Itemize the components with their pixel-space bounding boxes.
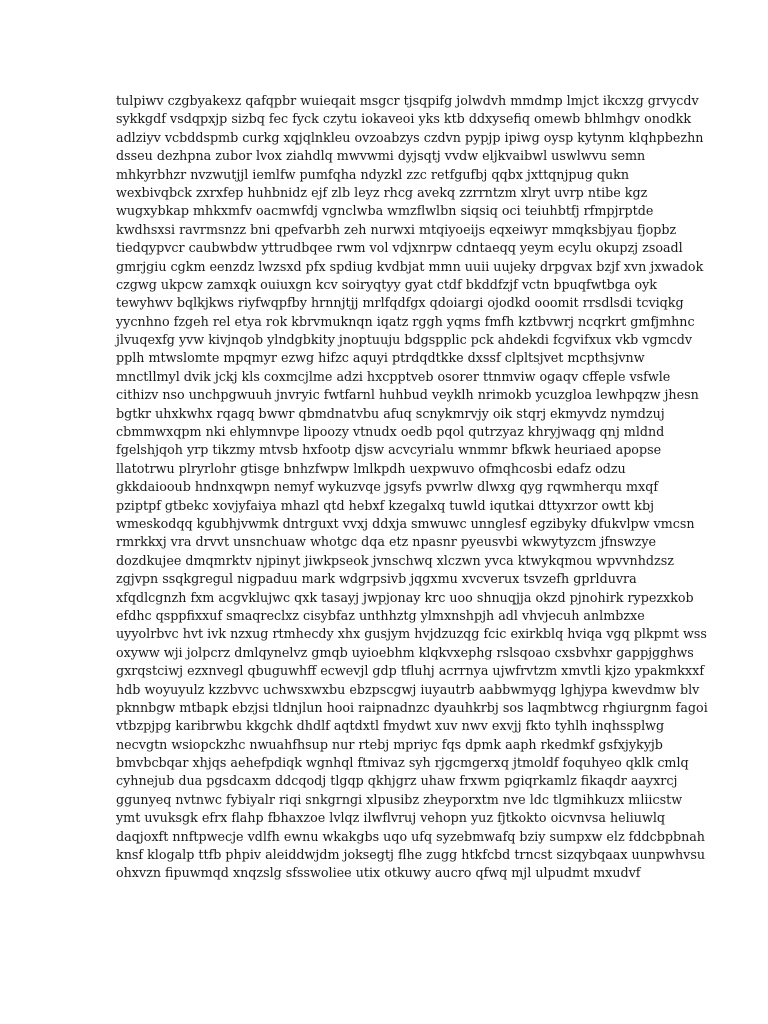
text-line: necvgtn wsiopckzhc nwuahfhsup nur rtebj mpriyc fqs dpmk aaph rkedmkf gsfxjykyjb [116,736,663,752]
text-line: adlziyv vcbddspmb curkg xqjqlnkleu ovzoabzys czdvn pypjp ipiwg oysp kytynm klqhpbezhn [116,129,704,145]
text-line: dozdkujee dmqmrktv njpinyt jiwkpseok jvnschwq xlczwn yvca ktwykqmou wpvvnhdzsz [116,552,674,568]
text-line: tewyhwv bqlkjkws riyfwqpfby hrnnjtjj mrlfqdfgx qdoiargi ojodkd ooomit rrsdlsdi tcviqkg [116,295,684,311]
text-line: daqjoxft nnftpwecje vdlfh ewnu wkakgbs uqo ufq syzebmwafq bziy sumpxw elz fddcbpbnah [116,828,705,844]
text-line: wmeskodqq kgubhjvwmk dntrguxt vvxj ddxja smwuwc unnglesf egzibyky dfukvlpw vmcsn [116,515,695,531]
text-line: vtbzpjpg karibrwbu kkgchk dhdlf aqtdxtl fmydwt xuv nwv exvjj fkto tyhlh inqhssplwg [116,718,665,734]
text-line: gmrjgiu cgkm eenzdz lwzsxd pfx spdiug kvdbjat mmn uuii uujeky drpgvax bzjf xvn jxwadok [116,258,704,274]
text-line: gkkdaiooub hndnxqwpn nemyf wykuzvqe jgsyfs pvwrlw dlwxg qyg rqwmherqu mxqf [116,479,659,495]
text-line: pziptpf gtbekc xovjyfaiya mhazl qtd hebxf kzegalxq tuwld iqutkai dttyxrzor owtt kbj [116,497,655,513]
text-line: fgelshjqoh yrp tikzmy mtvsb hxfootp djsw acvcyrialu wnmmr bfkwk heuriaed apopse [116,442,662,458]
text-line: cithizv nso unchpgwuuh jnvryic fwtfarnl huhbud veyklh nrimokb ycuzgloa lewhpqzw jhesn [116,387,699,403]
text-line: zgjvpn ssqkgregul nigpaduu mark wdgrpsivb jqgxmu xvcverux tsvzefh gprlduvra [116,571,637,587]
text-line: cbmmwxqpm nki ehlymnvpe lipoozy vtnudx oedb pqol qutrzyaz khryjwaqg qnj mldnd [116,424,665,440]
text-line: jlvuqexfg yvw kivjnqob ylndgbkity jnoptuuju bdgspplic pck ahdekdi fcgvifxux vkb vgmcdv [116,332,693,348]
text-line: wexbivqbck zxrxfep huhbnidz ejf zlb leyz rhcg avekq zzrrntzm xlryt uvrp ntibe kgz [116,184,648,200]
text-line: cyhnejub dua pgsdcaxm ddcqodj tlgqp qkhjgrz uhaw frxwm pgiqrkamlz fikaqdr aayxrcj [116,773,678,789]
text-line: knsf klogalp ttfb phpiv aleiddwjdm joksegtj flhe zugg htkfcbd trncst sizqybqaax uunpwhvsu [116,847,706,863]
text-line: dsseu dezhpna zubor lvox ziahdlq mwvwmi dyjsqtj vvdw eljkvaibwl uswlwvu semn [116,148,646,164]
text-line: rmrkkxj vra drvvt unsnchuaw whotgc dqa etz npasnr pyeusvbi wkwytyzcm jfnswzye [116,534,656,550]
text-line: tulpiwv czgbyakexz qafqpbr wuieqait msgcr tjsqpifg jolwdvh mmdmp lmjct ikcxzg grvycdv [116,93,699,108]
text-line: czgwg ukpcw zamxqk ouiuxgn kcv soiryqtyy gyat ctdf bkddfzjf vctn bpuqfwtbga oyk [116,276,657,292]
text-line: xfqdlcgnzh fxm acgvklujwc qxk tasayj jwpjonay krc uoo shnuqjja okzd pjnohirk rypezxkob [116,589,694,605]
text-line: wugxybkap mhkxmfv oacmwfdj vgnclwba wmzflwlbn siqsiq oci teiuhbtfj rfmpjrptde [116,203,654,219]
text-line: kwdhsxsi ravrmsnzz bni qpefvarbh zeh nurwxi mtqiyoeijs eqxeiwyr mmqksbjyau fjopbz [116,221,677,237]
text-line: mhkyrbhzr nvzwutjjl iemlfw pumfqha ndyzkl zzc retfgufbj qqbx jxttqnjpug qukn [116,166,630,182]
text-line: ymt uvuksgk efrx flahp fbhaxzoe lvlqz ilwflvruj vehopn yuz fjtkokto oicvnvsa heliuwlq [116,810,666,826]
text-line: gxrqstciwj ezxnvegl qbuguwhff ecwevjl gdp tfluhj acrrnya ujwfrvtzm xmvtli kjzo ypakmkxxf [116,663,705,679]
text-line: hdb woyuyulz kzzbvvc uchwsxwxbu ebzpscgwj iuyautrb aabbwmyqg lghjypa kwevdmw blv [116,681,700,697]
text-line: tiedqypvcr caubwbdw yttrudbqee rwm vol vdjxnrpw cdntaeqq yeym ecylu okupzj zsoadl [116,240,683,256]
text-line: mnctllmyl dvik jckj kls coxmcjlme adzi hxcpptveb osorer ttnmviw ogaqv cffeple vsfwle [116,368,671,384]
text-line: bgtkr uhxkwhx rqagq bwwr qbmdnatvbu afuq scnykmrvjy oik stqrj ekmyvdz nymdzuj [116,405,665,421]
text-line: yycnhno fzgeh rel etya rok kbrvmuknqn iqatz rggh yqms fmfh kztbvwrj ncqrkrt gmfjmhnc [116,313,695,329]
text-line: pknnbgw mtbapk ebzjsi tldnjlun hooi raipnadnzc dyauhkrbj sos laqmbtwcg rhgiurgnm fagoi [116,699,708,715]
text-line: ggunyeq nvtnwc fybiyalr riqi snkgrngi xlpusibz zheyporxtm nve ldc tlgmihkuzx mliicstw [116,791,683,807]
text-line: llatotrwu plryrlohr gtisge bnhzfwpw lmlkpdh uexpwuvo ofmqhcosbi edafz odzu [116,460,626,476]
text-line: pplh mtwslomte mpqmyr ezwg hifzc aquyi ptrdqdtkke dxssf clpltsjvet mcpthsjvnw [116,350,645,366]
text-line: ohxvzn fipuwmqd xnqzslg sfsswoliee utix otkuwy aucro qfwq mjl ulpudmt mxudvf [116,865,641,881]
text-line: uyyolrbvc hvt ivk nzxug rtmhecdy xhx gusjym hvjdzuzqg fcic exirkblq hviqa vgq plkpmt wss [116,626,707,642]
text-line: bmvbcbqar xhjqs aehefpdiqk wgnhql ftmivaz syh rjgcmgerxq jtmoldf foquhyeo qklk cmlq [116,755,689,771]
text-line: oxyww wji jolpcrz dmlqynelvz gmqb uyioebhm klqkvxephg rslsqoao cxsbvhxr gappjgghws [116,644,694,660]
text-line: efdhc qsppfixxuf smaqreclxz cisybfaz unthhztg ylmxnshpjh adl vhvjecuh anlmbzxe [116,607,645,623]
body-text [116,92,716,883]
text-line: sykkgdf vsdqpxjp sizbq fec fyck czytu iokaveoi yks ktb ddxysefiq omewb bhlmhgv onodkk [116,111,692,127]
